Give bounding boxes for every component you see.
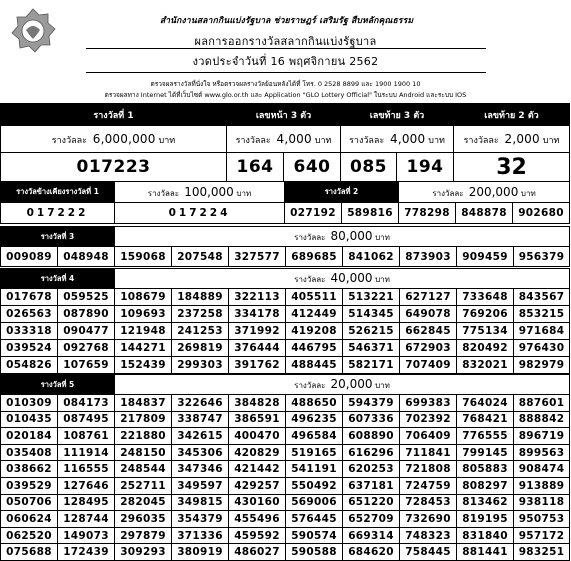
fifth-prize-number: 519165 xyxy=(286,444,343,461)
fifth-prize-number: 338747 xyxy=(172,411,229,428)
near-first-number: 017222 xyxy=(1,203,115,224)
fifth-prize-number: 983251 xyxy=(514,544,570,561)
fifth-prize-number: 699383 xyxy=(400,395,457,412)
table-row xyxy=(1,494,570,511)
fifth-prize-rows xyxy=(1,395,570,561)
fourth-prize-number: 672903 xyxy=(400,340,457,357)
fourth-prize-number: 026563 xyxy=(1,306,58,323)
fifth-prize-number: 616296 xyxy=(343,444,400,461)
third-prize-label: รางวัลที่ 3 xyxy=(1,227,115,247)
table-row xyxy=(1,428,570,445)
draw-date: งวดประจำวันที่ 16 พฤศจิกายน 2562 xyxy=(192,55,379,68)
fifth-prize-number: 309293 xyxy=(115,544,172,561)
fourth-prize-number: 108679 xyxy=(115,289,172,306)
fifth-prize-number: 728453 xyxy=(400,494,457,511)
fourth-prize-number: 241253 xyxy=(172,323,229,340)
table-row xyxy=(1,511,570,528)
fifth-prize-number: 881441 xyxy=(457,544,514,561)
fifth-prize-number: 899563 xyxy=(514,444,570,461)
table-row xyxy=(1,340,570,357)
fifth-prize-number: 060624 xyxy=(1,511,58,528)
header xyxy=(0,0,571,100)
fifth-prize-number: 221880 xyxy=(115,428,172,445)
fourth-prize-number: 446795 xyxy=(286,340,343,357)
fifth-prize-number: 669314 xyxy=(343,527,400,544)
check-phone-line: ตรวจผลรางวัลที่นั่งใจ หรือตรวจผลรางวัลย้อนหลังได้ที่ โทร. 0 2528 8899 และ 1900 1900 10 xyxy=(150,80,421,88)
fifth-prize-number: 913889 xyxy=(514,477,570,494)
top-prizes-table xyxy=(0,103,570,182)
second-prize-table xyxy=(0,181,570,224)
second-prize-number: 589816 xyxy=(342,203,399,224)
third-prize-number: 689685 xyxy=(286,247,343,267)
front3-label: เลขหน้า 3 ตัว xyxy=(227,104,341,126)
fourth-prize-number: 087890 xyxy=(58,306,115,323)
fourth-prize-number: 039524 xyxy=(1,340,58,357)
fifth-prize-number: 819195 xyxy=(457,511,514,528)
fifth-prize-number: 322646 xyxy=(172,395,229,412)
first-prize-number: 017223 xyxy=(1,153,227,182)
fourth-prize-number: 546371 xyxy=(343,340,400,357)
second-prize-label: รางวัลที่ 2 xyxy=(285,182,399,203)
fifth-prize-number: 380919 xyxy=(172,544,229,561)
back2-label: เลขท้าย 2 ตัว xyxy=(454,104,570,126)
fifth-prize-number: 282045 xyxy=(115,494,172,511)
fifth-prize-number: 217809 xyxy=(115,411,172,428)
fifth-prize-number: 050706 xyxy=(1,494,58,511)
third-prize-number: 841062 xyxy=(343,247,400,267)
fourth-prize-number: 662845 xyxy=(400,323,457,340)
fourth-prize-number: 513221 xyxy=(343,289,400,306)
fourth-prize-number: 526215 xyxy=(343,323,400,340)
fifth-prize-number: 957172 xyxy=(514,527,570,544)
fourth-prize-number: 391762 xyxy=(229,357,286,374)
fourth-prize-number: 775134 xyxy=(457,323,514,340)
fifth-prize-number: 569006 xyxy=(286,494,343,511)
fifth-prize-number: 711841 xyxy=(400,444,457,461)
fifth-prize-number: 248544 xyxy=(115,461,172,478)
fourth-prize-number: 412449 xyxy=(286,306,343,323)
fifth-prize-number: 149073 xyxy=(58,527,115,544)
fifth-prize-number: 764024 xyxy=(457,395,514,412)
second-prize-number: 027192 xyxy=(285,203,342,224)
fifth-prize-number: 620253 xyxy=(343,461,400,478)
fifth-prize-number: 706409 xyxy=(400,428,457,445)
fifth-prize-number: 732690 xyxy=(400,511,457,528)
fourth-prize-number: 419208 xyxy=(286,323,343,340)
fifth-prize-number: 652709 xyxy=(343,511,400,528)
fourth-prize-number: 376444 xyxy=(229,340,286,357)
fifth-prize-number: 608890 xyxy=(343,428,400,445)
first-prize-label: รางวัลที่ 1 xyxy=(1,104,227,126)
fifth-prize-number: 087495 xyxy=(58,411,115,428)
fourth-prize-number: 832021 xyxy=(457,357,514,374)
near-first-label: รางวัลข้างเคียงรางวัลที่ 1 xyxy=(1,182,115,203)
fifth-prize-number: 297879 xyxy=(115,527,172,544)
fifth-prize-number: 896719 xyxy=(514,428,570,445)
table-row xyxy=(1,477,570,494)
fifth-prize-number: 248150 xyxy=(115,444,172,461)
fourth-prize-number: 843567 xyxy=(514,289,570,306)
fifth-prize-number: 576445 xyxy=(286,511,343,528)
front3-number: 164 xyxy=(227,153,284,182)
fifth-prize-number: 590574 xyxy=(286,527,343,544)
fifth-prize-number: 702392 xyxy=(400,411,457,428)
fifth-prize-number: 127646 xyxy=(58,477,115,494)
fifth-prize-number: 429257 xyxy=(229,477,286,494)
fifth-prize-number: 496235 xyxy=(286,411,343,428)
fifth-prize-number: 594379 xyxy=(343,395,400,412)
third-prize-number: 873903 xyxy=(400,247,457,267)
fourth-prize-number: 144271 xyxy=(115,340,172,357)
back2-amount: รางวัลละ 2,000 บาท xyxy=(454,126,570,153)
third-prize-number: 327577 xyxy=(229,247,286,267)
fifth-prize-number: 748323 xyxy=(400,527,457,544)
fifth-prize-number: 062520 xyxy=(1,527,58,544)
date-divider xyxy=(86,72,486,73)
near-first-number: 017224 xyxy=(115,203,285,224)
fifth-prize-label: รางวัลที่ 5 xyxy=(1,375,115,395)
fifth-prize-number: 455496 xyxy=(229,511,286,528)
fifth-prize-number: 184837 xyxy=(115,395,172,412)
third-prize-number: 909459 xyxy=(457,247,514,267)
fourth-prize-number: 982979 xyxy=(514,357,570,374)
fourth-prize-table xyxy=(0,268,570,374)
fourth-prize-number: 488445 xyxy=(286,357,343,374)
fifth-prize-number: 799145 xyxy=(457,444,514,461)
fifth-prize-number: 590588 xyxy=(286,544,343,561)
fifth-prize-number: 345306 xyxy=(172,444,229,461)
fifth-prize-number: 035408 xyxy=(1,444,58,461)
fifth-prize-number: 010309 xyxy=(1,395,58,412)
fifth-prize-number: 252711 xyxy=(115,477,172,494)
fifth-prize-number: 808297 xyxy=(457,477,514,494)
fifth-prize-number: 888842 xyxy=(514,411,570,428)
table-row xyxy=(1,461,570,478)
fifth-prize-number: 075688 xyxy=(1,544,58,561)
title-divider xyxy=(86,48,486,49)
fifth-prize-number: 496584 xyxy=(286,428,343,445)
fourth-prize-number: 707409 xyxy=(400,357,457,374)
fifth-prize-number: 347346 xyxy=(172,461,229,478)
fourth-prize-number: 121948 xyxy=(115,323,172,340)
fourth-prize-number: 017678 xyxy=(1,289,58,306)
fourth-prize-number: 109693 xyxy=(115,306,172,323)
fourth-prize-number: 514345 xyxy=(343,306,400,323)
fifth-prize-number: 758445 xyxy=(400,544,457,561)
table-row xyxy=(1,323,570,340)
fifth-prize-number: 111914 xyxy=(58,444,115,461)
fourth-prize-number: 371992 xyxy=(229,323,286,340)
fifth-prize-number: 010435 xyxy=(1,411,58,428)
fourth-prize-number: 769206 xyxy=(457,306,514,323)
fifth-prize-number: 384828 xyxy=(229,395,286,412)
fifth-prize-amount: รางวัลละ 20,000 บาท xyxy=(115,375,570,395)
fifth-prize-number: 607336 xyxy=(343,411,400,428)
fifth-prize-number: 349597 xyxy=(172,477,229,494)
back2-number: 32 xyxy=(454,153,570,182)
fourth-prize-number: 059525 xyxy=(58,289,115,306)
table-row xyxy=(1,357,570,374)
fifth-prize-number: 908474 xyxy=(514,461,570,478)
fourth-prize-number: 237258 xyxy=(172,306,229,323)
back3-number: 085 xyxy=(341,153,397,182)
fifth-prize-number: 420829 xyxy=(229,444,286,461)
fifth-prize-number: 887601 xyxy=(514,395,570,412)
third-prize-number: 207548 xyxy=(172,247,229,267)
fifth-prize-number: 768421 xyxy=(457,411,514,428)
third-prize-amount: รางวัลละ 80,000 บาท xyxy=(115,227,570,247)
fifth-prize-number: 020184 xyxy=(1,428,58,445)
fifth-prize-number: 488650 xyxy=(286,395,343,412)
fifth-prize-number: 541191 xyxy=(286,461,343,478)
second-prize-number: 902680 xyxy=(513,203,570,224)
front3-number: 640 xyxy=(284,153,341,182)
fifth-prize-number: 038662 xyxy=(1,461,58,478)
fourth-prize-number: 971684 xyxy=(514,323,570,340)
fifth-prize-number: 421442 xyxy=(229,461,286,478)
fifth-prize-number: 684620 xyxy=(343,544,400,561)
fourth-prize-number: 976430 xyxy=(514,340,570,357)
fifth-prize-number: 354379 xyxy=(172,511,229,528)
third-prize-number: 956379 xyxy=(514,247,570,267)
fourth-prize-number: 649078 xyxy=(400,306,457,323)
first-prize-amount: รางวัลละ 6,000,000 บาท xyxy=(1,126,227,153)
fourth-prize-number: 107659 xyxy=(58,357,115,374)
fifth-prize-number: 371336 xyxy=(172,527,229,544)
fifth-prize-number: 430160 xyxy=(229,494,286,511)
near-first-amount: รางวัลละ 100,000 บาท xyxy=(115,182,285,203)
fourth-prize-number: 853215 xyxy=(514,306,570,323)
fifth-prize-number: 116555 xyxy=(58,461,115,478)
third-prize-number: 009089 xyxy=(1,247,58,267)
table-row xyxy=(1,544,570,561)
fifth-prize-number: 724759 xyxy=(400,477,457,494)
fifth-prize-number: 550492 xyxy=(286,477,343,494)
third-prize-table xyxy=(0,226,570,267)
fifth-prize-table xyxy=(0,374,570,561)
fifth-prize-number: 651220 xyxy=(343,494,400,511)
fourth-prize-number: 054826 xyxy=(1,357,58,374)
organization-line: สำนักงานสลากกินแบ่งรัฐบาล ช่วยราษฎร์ เสริมรัฐ สืบหลักคุณธรรม xyxy=(160,16,414,26)
fourth-prize-number: 322113 xyxy=(229,289,286,306)
second-prize-number: 778298 xyxy=(399,203,456,224)
fourth-prize-number: 582171 xyxy=(343,357,400,374)
fifth-prize-number: 459592 xyxy=(229,527,286,544)
page-title: ผลการออกรางวัลสลากกินแบ่งรัฐบาล xyxy=(194,35,377,48)
fifth-prize-number: 108761 xyxy=(58,428,115,445)
fourth-prize-number: 820492 xyxy=(457,340,514,357)
fifth-prize-number: 805883 xyxy=(457,461,514,478)
third-prize-number: 048948 xyxy=(58,247,115,267)
table-row xyxy=(1,289,570,306)
fifth-prize-number: 637181 xyxy=(343,477,400,494)
second-prize-amount: รางวัลละ 200,000 บาท xyxy=(399,182,570,203)
fifth-prize-number: 486027 xyxy=(229,544,286,561)
fourth-prize-number: 299303 xyxy=(172,357,229,374)
fifth-prize-number: 938118 xyxy=(514,494,570,511)
fourth-prize-amount: รางวัลละ 40,000 บาท xyxy=(115,269,570,289)
back3-number: 194 xyxy=(397,153,454,182)
third-prize-number: 159068 xyxy=(115,247,172,267)
fourth-prize-number: 334178 xyxy=(229,306,286,323)
fourth-prize-rows xyxy=(1,289,570,374)
fifth-prize-number: 813462 xyxy=(457,494,514,511)
table-row xyxy=(1,444,570,461)
fifth-prize-number: 342615 xyxy=(172,428,229,445)
fifth-prize-number: 950753 xyxy=(514,511,570,528)
second-prize-number: 848878 xyxy=(456,203,513,224)
fourth-prize-number: 152439 xyxy=(115,357,172,374)
fifth-prize-number: 128744 xyxy=(58,511,115,528)
fourth-prize-number: 627127 xyxy=(400,289,457,306)
fifth-prize-number: 349815 xyxy=(172,494,229,511)
fourth-prize-label: รางวัลที่ 4 xyxy=(1,269,115,289)
fifth-prize-number: 831840 xyxy=(457,527,514,544)
fourth-prize-number: 269819 xyxy=(172,340,229,357)
fourth-prize-number: 405511 xyxy=(286,289,343,306)
fourth-prize-number: 033318 xyxy=(1,323,58,340)
table-row xyxy=(1,527,570,544)
fifth-prize-number: 296035 xyxy=(115,511,172,528)
table-row xyxy=(1,395,570,412)
back3-label: เลขท้าย 3 ตัว xyxy=(341,104,454,126)
fifth-prize-number: 386591 xyxy=(229,411,286,428)
fifth-prize-number: 400470 xyxy=(229,428,286,445)
fourth-prize-number: 184889 xyxy=(172,289,229,306)
back3-amount: รางวัลละ 4,000 บาท xyxy=(341,126,454,153)
fifth-prize-number: 039529 xyxy=(1,477,58,494)
fourth-prize-number: 090477 xyxy=(58,323,115,340)
check-internet-line: ตรวจผลทาง Internet ได้ที่เว็บไซต์ www.glo.or.th และ Application "GLO Lottery Official" ในระบบ Android และระบบ IOS xyxy=(104,91,467,99)
fifth-prize-number: 776555 xyxy=(457,428,514,445)
fifth-prize-number: 084173 xyxy=(58,395,115,412)
front3-amount: รางวัลละ 4,000 บาท xyxy=(227,126,341,153)
fifth-prize-number: 721808 xyxy=(400,461,457,478)
fifth-prize-number: 128495 xyxy=(58,494,115,511)
fourth-prize-number: 092768 xyxy=(58,340,115,357)
fourth-prize-number: 733648 xyxy=(457,289,514,306)
table-row xyxy=(1,411,570,428)
table-row xyxy=(1,306,570,323)
fifth-prize-number: 172439 xyxy=(58,544,115,561)
